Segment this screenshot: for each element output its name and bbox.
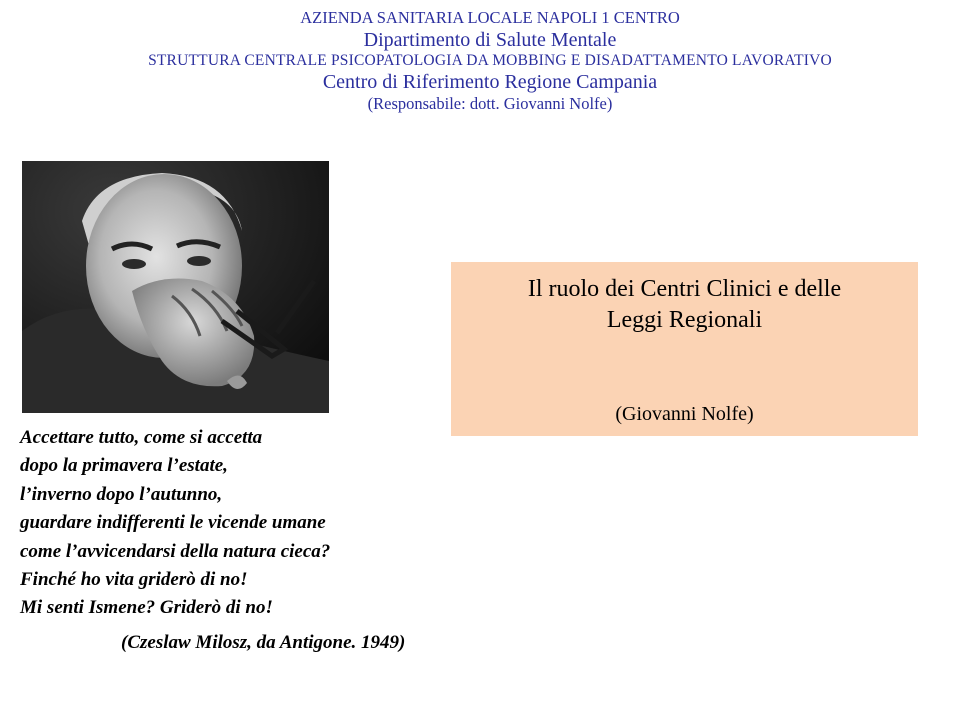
title-line-1: Il ruolo dei Centri Clinici e delle — [527, 276, 842, 302]
right-eye — [187, 256, 211, 266]
poem-line: come l’avvicendarsi della natura cieca? — [20, 540, 331, 562]
header-center: Centro di Riferimento Regione Campania — [322, 71, 658, 94]
poem-citation: (Czeslaw Milosz, da Antigone. 1949) — [121, 632, 406, 653]
poem-line: Mi senti Ismene? Griderò di no! — [20, 597, 273, 619]
portrait-illustration — [22, 161, 329, 413]
title-line-2: Leggi Regionali — [606, 307, 763, 334]
poem-line: guardare indifferenti le vicende umane — [20, 512, 326, 534]
poem-quote — [20, 424, 330, 623]
left-eye — [122, 259, 146, 269]
poem-line: l’inverno dopo l’autunno, — [20, 483, 223, 505]
header-block — [20, 8, 960, 114]
presentation-author: (Giovanni Nolfe) — [615, 403, 754, 425]
presentation-title — [451, 274, 918, 336]
header-asl: AZIENDA SANITARIA LOCALE NAPOLI 1 CENTRO — [300, 8, 680, 27]
poem-line: Finché ho vita griderò di no! — [20, 569, 248, 591]
portrait-photo — [22, 161, 329, 413]
title-box — [451, 262, 918, 436]
header-structure: STRUTTURA CENTRALE PSICOPATOLOGIA DA MOBBING E DISADATTAMENTO LAVORATIVO — [148, 51, 832, 69]
header-responsible: (Responsabile: dott. Giovanni Nolfe) — [367, 94, 613, 114]
poem-line: dopo la primavera l’estate, — [20, 455, 228, 477]
poem-line: Accettare tutto, come si accetta — [20, 427, 263, 448]
header-department: Dipartimento di Salute Mentale — [363, 28, 617, 51]
